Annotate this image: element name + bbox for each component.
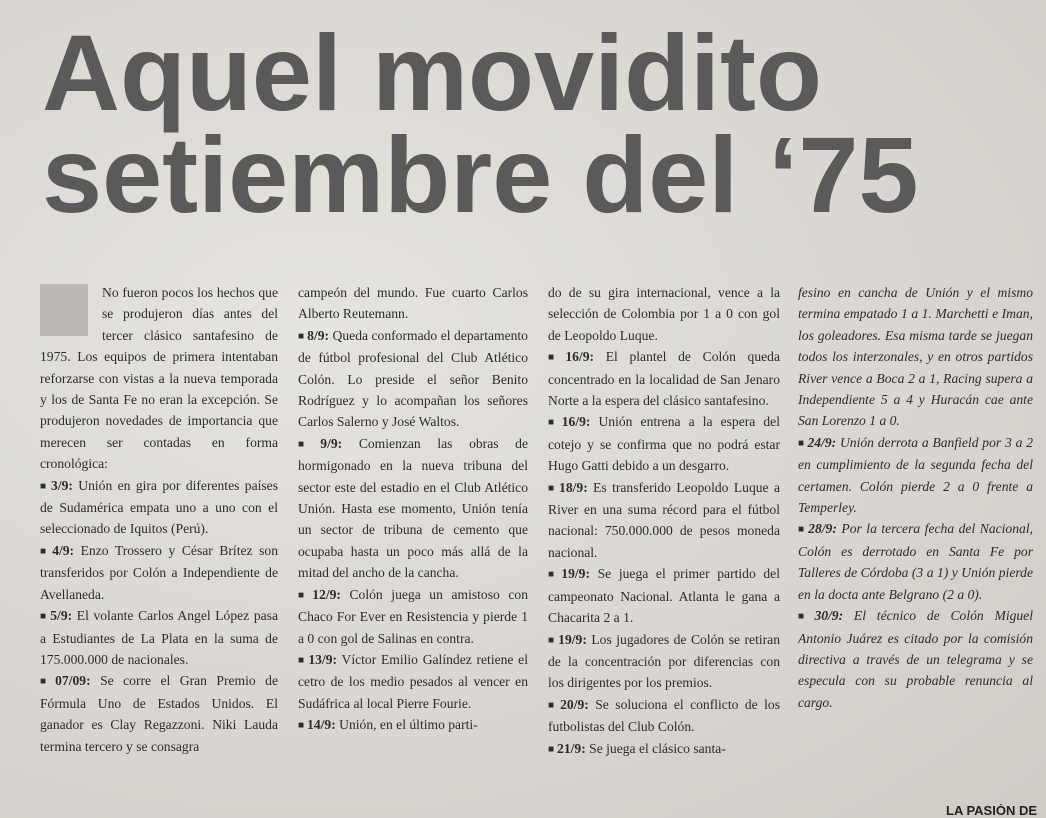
bullet-square-icon: ■ <box>548 352 563 364</box>
entry-text: Es transferido Leopoldo Luque a River en una suma récord para el fútbol nacional: 750.000.000 de pesos moneda nacional. <box>548 479 780 560</box>
entry-text: El plantel de Colón queda concentrado en la localidad de San Jenaro Norte a la espera del clásico santafesino. <box>548 349 780 409</box>
entry-text: Comienzan las obras de hormigonado en la nueva tribuna del sector este del estadio en el Club Atlético Unión. Hasta ese momento, Unión tenía un sector de tribuna de cemento que ocupaba hasta un poco más allá de la mitad del ancho de la cancha. <box>298 435 528 581</box>
entry-text: Enzo Trossero y César Brítez son transferidos por Colón a Independiente de Avellaneda. <box>40 542 278 602</box>
entry-date: 18/9: <box>559 479 588 495</box>
article-paragraph <box>40 540 278 605</box>
bullet-square-icon: ■ <box>548 634 556 646</box>
entry-text: Colón juega un amistoso con Chaco For Ever en Resistencia y pierde 1 a 0 con gol de Salinas en contra. <box>298 586 528 646</box>
entry-date: 8/9: <box>307 327 330 343</box>
article-paragraph <box>40 670 278 757</box>
bullet-square-icon: ■ <box>548 743 555 755</box>
entry-date: 19/9: <box>561 566 590 582</box>
entry-date: 07/09: <box>55 673 91 689</box>
article-paragraph <box>298 282 528 325</box>
bullet-square-icon: ■ <box>548 699 558 711</box>
bullet-square-icon: ■ <box>298 330 305 342</box>
entry-date: 12/9: <box>312 586 341 602</box>
bullet-square-icon: ■ <box>548 482 557 494</box>
entry-text: fesino en cancha de Unión y el mismo termina empatado 1 a 1. Marchetti e Iman, los goleadores. Esa misma tarde se juegan todos los interzonales, y en otros partidos River vence a Boca 2 a 1, Racing supera a Independiente 5 a 4 y Huracán cae ante San Lorenzo 1 a 0. <box>798 285 1033 429</box>
article-paragraph <box>298 584 528 649</box>
entry-text: No fueron pocos los hechos que se produjeron días antes del tercer clásico santafesino de 1975. Los equipos de primera intentaban reforzarse con vistas a la nueva temporada y los de Santa Fe no eran la excepción. Se produjeron novedades de importancia que merecen ser contadas en forma cronológica: <box>40 285 278 472</box>
bullet-square-icon: ■ <box>548 569 559 581</box>
entry-text: campeón del mundo. Fue cuarto Carlos Alberto Reutemann. <box>298 285 528 322</box>
article-column-2 <box>298 282 528 802</box>
article-paragraph <box>548 346 780 411</box>
article-paragraph <box>548 411 780 476</box>
entry-date: 20/9: <box>560 696 589 712</box>
entry-text: Unión, en el último parti- <box>335 717 478 733</box>
bullet-square-icon: ■ <box>298 654 306 666</box>
article-paragraph <box>548 694 780 738</box>
bullet-square-icon: ■ <box>40 611 48 623</box>
article-paragraph <box>798 605 1033 713</box>
entry-text: Unión derrota a Banfield por 3 a 2 en cumplimiento de la segunda fecha del certamen. Colón pierde 2 a 0 frente a Temperley. <box>798 434 1033 516</box>
entry-text: El técnico de Colón Miguel Antonio Juárez es citado por la comisión directiva a través de un telegrama y se especula con su probable renuncia al cargo. <box>798 608 1033 710</box>
entry-date: 5/9: <box>50 608 73 624</box>
bullet-square-icon: ■ <box>798 611 812 623</box>
headline-line-2: setiembre del ‘75 <box>42 114 919 235</box>
bullet-square-icon: ■ <box>40 480 49 492</box>
bullet-square-icon: ■ <box>798 437 805 449</box>
article-paragraph <box>798 282 1033 432</box>
article-paragraph <box>798 518 1033 605</box>
entry-date: 9/9: <box>320 435 343 451</box>
entry-text: do de su gira internacional, vence a la selección de Colombia por 1 a 0 con gol de Leopoldo Luque. <box>548 285 780 343</box>
article-paragraph <box>548 629 780 694</box>
entry-date: 4/9: <box>52 542 75 558</box>
entry-text: Se juega el primer partido del campeonato Nacional. Atlanta le gana a Chacarita 2 a 1. <box>548 566 780 626</box>
article-body <box>40 282 1033 802</box>
entry-text: Se soluciona el conflicto de los futbolistas del Club Colón. <box>548 696 780 735</box>
article-paragraph <box>548 282 780 346</box>
entry-text: El volante Carlos Angel López pasa a Estudiantes de La Plata en la suma de 175.000.000 de nacionales. <box>40 608 278 667</box>
entry-text: Unión entrena a la espera del cotejo y se confirma que no podrá estar Hugo Gatti debido a un desgarro. <box>548 414 780 474</box>
article-paragraph <box>798 432 1033 519</box>
article-paragraph <box>548 738 780 760</box>
entry-date: 19/9: <box>558 631 587 647</box>
entry-date: 16/9: <box>565 349 595 365</box>
article-paragraph <box>298 649 528 714</box>
bullet-square-icon: ■ <box>298 438 318 450</box>
entry-text: Se corre el Gran Premio de Fórmula Uno de Estados Unidos. El ganador es Clay Regazzoni. Niki Lauda termina tercero y se consagra <box>40 673 278 754</box>
headline-line-1: Aquel movidito <box>42 12 822 133</box>
section-footer: LA PASIÓN DE <box>946 804 1038 818</box>
entry-date: 21/9: <box>557 740 586 756</box>
entry-date: 28/9: <box>808 521 837 537</box>
entry-text: Unión en gira por diferentes países de Sudamérica empata uno a uno con el seleccionado de Iquitos (Perú). <box>40 477 278 537</box>
article-paragraph <box>298 433 528 584</box>
bullet-square-icon: ■ <box>548 417 559 429</box>
article-column-3 <box>548 282 780 802</box>
entry-text: Queda conformado el departamento de fútbol profesional del Club Atlético Colón. Lo preside el señor Benito Rodríguez y lo acompañan los señores Carlos Salerno y José Waltos. <box>298 327 528 430</box>
bullet-square-icon: ■ <box>798 524 806 536</box>
article-column-4 <box>798 282 1033 802</box>
entry-date: 13/9: <box>308 651 338 667</box>
bullet-square-icon: ■ <box>40 545 50 557</box>
entry-date: 16/9: <box>561 414 591 430</box>
entry-text: Los jugadores de Colón se retiran de la concentración por diferencias con los dirigentes por los premios. <box>548 631 780 691</box>
article-paragraph <box>40 605 278 670</box>
article-paragraph <box>298 325 528 433</box>
article-paragraph <box>298 714 528 736</box>
article-column-1 <box>40 282 278 802</box>
drop-cap-box <box>40 284 88 336</box>
article-paragraph <box>548 477 780 564</box>
entry-date: 30/9: <box>814 608 844 624</box>
entry-date: 3/9: <box>51 477 73 493</box>
entry-date: 24/9: <box>807 434 837 450</box>
bullet-square-icon: ■ <box>298 589 310 601</box>
article-paragraph <box>548 563 780 628</box>
headline <box>42 12 1032 235</box>
article-paragraph <box>40 475 278 540</box>
bullet-square-icon: ■ <box>298 720 305 732</box>
bullet-square-icon: ■ <box>40 676 53 688</box>
entry-text: Se juega el clásico santa- <box>585 740 726 756</box>
entry-date: 14/9: <box>307 717 336 733</box>
entry-text: Por la tercera fecha del Nacional, Colón es derrotado en Santa Fe por Talleres de Córdoba (3 a 1) y Unión pierde en la docta ante Belgrano (2 a 0). <box>798 521 1033 602</box>
entry-text: Víctor Emilio Galíndez retiene el cetro de los medio pesados al vencer en Sudáfrica al local Pierre Fourie. <box>298 651 528 711</box>
